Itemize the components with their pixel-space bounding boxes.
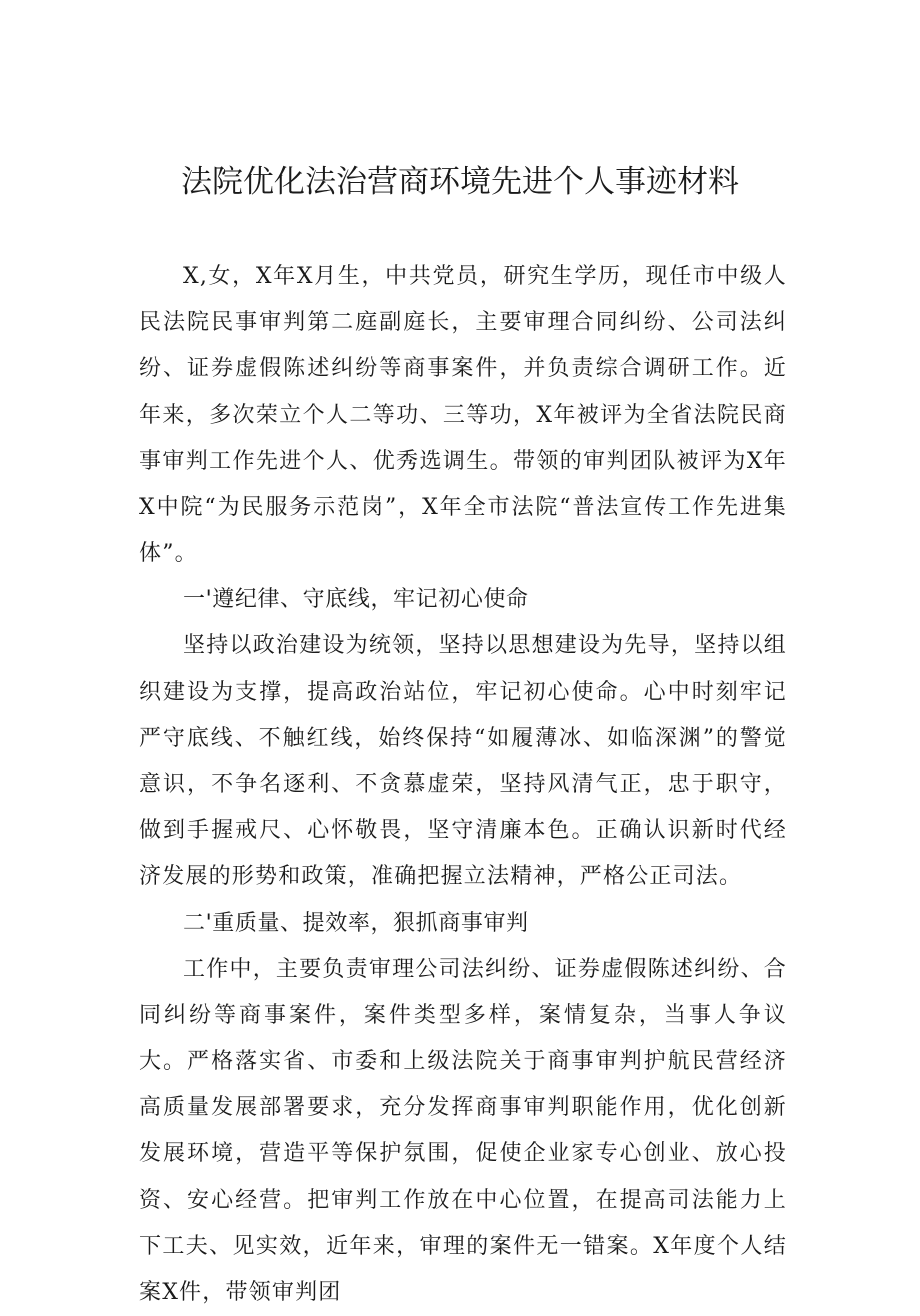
intro-paragraph: X,女，X年X月生，中共党员，研究生学历，现任市中级人民法院民事审判第二庭副庭长，主要审理合同纠纷、公司法纠纷、证券虚假陈述纠纷等商事案件，并负责综合调研工作。近年来，多次荣立个人二等功、三等功，X年被评为全省法院民商事审判工作先进个人、优秀选调生。带领的审判团队被评为X年X中院“为民服务示范岗”，X年全市法院“普法宣传工作先进集体”。 <box>139 264 787 567</box>
section-1-paragraph: 坚持以政治建设为统领，坚持以思想建设为先导，坚持以组织建设为支撑，提高政治站位，牢记初心使命。心中时刻牢记严守底线、不触红线，始终保持“如履薄冰、如临深渊”的警觉意识，不争名逐利、不贪慕虚荣，坚持风清气正，忠于职守，做到手握戒尺、心怀敬畏，坚守清廉本色。正确认识新时代经济发展的形势和政策，准确把握立法精神，严格公正司法。 <box>139 633 787 890</box>
document-body <box>139 254 787 1316</box>
section-2-paragraph: 工作中，主要负责审理公司法纠纷、证券虚假陈述纠纷、合同纠纷等商事案件，案件类型多样，案情复杂，当事人争议大。严格落实省、市委和上级法院关于商事审判护航民营经济高质量发展部署要求，充分发挥商事审判职能作用，优化创新发展环境，营造平等保护氛围，促使企业家专心创业、放心投资、安心经营。把审判工作放在中心位置，在提高司法能力上下工夫、见实效，近年来，审理的案件无一错案。X年度个人结案X件，带领审判团 <box>139 956 787 1306</box>
section-1-heading: 一'遵纪律、守底线，牢记初心使命 <box>183 587 529 613</box>
section-2-heading: 二'重质量、提效率，狠抓商事审判 <box>183 910 529 936</box>
document-title: 法院优化法治营商环境先进个人事迹材料 <box>181 164 739 200</box>
